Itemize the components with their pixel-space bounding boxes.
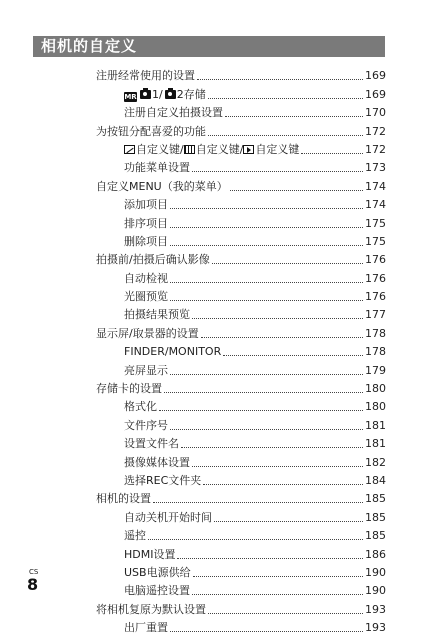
toc-page-number: 176 bbox=[365, 253, 386, 267]
dot-leader bbox=[177, 558, 363, 559]
toc-entry-label: 显示屏/取景器的设置 bbox=[96, 326, 199, 340]
dot-leader bbox=[181, 447, 363, 448]
toc-page-number: 193 bbox=[365, 621, 386, 635]
dot-leader bbox=[170, 227, 363, 228]
dot-leader bbox=[170, 282, 363, 283]
toc-entry[interactable] bbox=[96, 508, 386, 526]
toc-entry-label: 相机的设置 bbox=[96, 492, 151, 506]
toc-entry-label: 出厂重置 bbox=[124, 621, 168, 635]
dot-leader bbox=[159, 410, 363, 411]
toc-entry[interactable] bbox=[96, 619, 386, 637]
toc-entry-label: 将相机复原为默认设置 bbox=[96, 602, 206, 616]
toc-entry-label: 为按钮分配喜爱的功能 bbox=[96, 124, 206, 138]
toc-page-number: 181 bbox=[365, 437, 386, 451]
toc-entry-title bbox=[124, 270, 168, 288]
toc-entry-label: 自动检视 bbox=[124, 271, 168, 285]
toc-entry-title bbox=[124, 619, 168, 637]
toc-entry-title bbox=[96, 251, 210, 269]
toc-page-number: 173 bbox=[365, 161, 386, 175]
toc-entry-label: HDMI设置 bbox=[124, 547, 176, 561]
toc-entry-title bbox=[96, 178, 228, 196]
playback-icon bbox=[243, 145, 254, 154]
toc-entry-label: 功能菜单设置 bbox=[124, 161, 190, 175]
toc-page-number: 178 bbox=[365, 345, 386, 359]
toc-entry[interactable] bbox=[96, 453, 386, 471]
toc-entry-title bbox=[124, 417, 168, 435]
toc-entry-title bbox=[124, 546, 175, 564]
toc-entry-title bbox=[96, 380, 162, 398]
toc-entry-label: 选择REC文件夹 bbox=[124, 473, 202, 487]
camera-icon bbox=[140, 90, 151, 99]
toc-entry[interactable] bbox=[96, 380, 386, 398]
toc-entry-title bbox=[96, 325, 199, 343]
toc-page-number: 193 bbox=[365, 602, 386, 616]
toc-entry-title bbox=[124, 362, 168, 380]
mr-icon: MR bbox=[124, 92, 137, 101]
toc-entry[interactable] bbox=[96, 564, 386, 582]
toc-entry-label: 光圈预览 bbox=[124, 290, 168, 304]
toc-entry-label: 遥控 bbox=[124, 529, 146, 543]
dot-leader bbox=[192, 318, 363, 319]
toc-entry[interactable] bbox=[96, 343, 386, 361]
toc-entry-title bbox=[124, 104, 223, 122]
toc-entry-label: 亮屏显示 bbox=[124, 363, 168, 377]
toc-entry-label: 自动关机开始时间 bbox=[124, 510, 212, 524]
toc-page-number: 184 bbox=[365, 473, 386, 487]
dot-leader bbox=[170, 631, 363, 632]
toc-entry-label: 自定义键/ bbox=[136, 142, 184, 156]
toc-entry[interactable] bbox=[96, 600, 386, 618]
photo-icon bbox=[124, 145, 135, 154]
toc-entry-title bbox=[124, 343, 221, 361]
toc-entry-label: 排序项目 bbox=[124, 216, 168, 230]
toc-page-number: 170 bbox=[365, 106, 386, 120]
toc-entry[interactable] bbox=[96, 214, 386, 232]
toc-entry-title bbox=[96, 67, 195, 85]
toc-entry-title bbox=[124, 582, 190, 600]
toc-entry[interactable] bbox=[96, 490, 386, 508]
toc-entry-label: USB电源供给 bbox=[124, 565, 191, 579]
toc-entry[interactable] bbox=[96, 269, 386, 287]
toc-entry-label: 注册自定义拍摄设置 bbox=[124, 106, 223, 120]
toc-entry[interactable] bbox=[96, 416, 386, 434]
toc-entry[interactable] bbox=[96, 251, 386, 269]
toc-entry[interactable] bbox=[96, 233, 386, 251]
toc-entry-label: 电脑遥控设置 bbox=[124, 584, 190, 598]
dot-leader bbox=[170, 429, 363, 430]
toc-entry-label: 注册经常使用的设置 bbox=[96, 69, 195, 83]
toc-page-number: 174 bbox=[365, 179, 386, 193]
toc-page-number: 186 bbox=[365, 547, 386, 561]
toc-entry-title bbox=[124, 435, 179, 453]
toc-entry-title bbox=[124, 233, 168, 251]
toc-entry[interactable] bbox=[96, 288, 386, 306]
camera-icon bbox=[165, 90, 176, 99]
dot-leader bbox=[192, 171, 363, 172]
toc-entry[interactable] bbox=[96, 435, 386, 453]
toc-entry-title bbox=[124, 564, 191, 582]
section-title: 相机的自定义 bbox=[41, 37, 138, 55]
toc-page-number: 190 bbox=[365, 565, 386, 579]
dot-leader bbox=[164, 392, 363, 393]
dot-leader bbox=[230, 190, 363, 191]
toc-entry-title bbox=[124, 472, 201, 490]
toc-entry[interactable] bbox=[96, 196, 386, 214]
dot-leader bbox=[208, 613, 363, 614]
toc-entry-title bbox=[96, 123, 206, 141]
toc-entry-label: 删除项目 bbox=[124, 234, 168, 248]
dot-leader bbox=[301, 153, 363, 154]
toc-entry-title bbox=[124, 527, 146, 545]
toc-entry[interactable] bbox=[96, 472, 386, 490]
toc-entry[interactable] bbox=[96, 177, 386, 195]
dot-leader bbox=[201, 337, 363, 338]
toc-entry-label: 自定义键 bbox=[255, 142, 300, 156]
language-code: CS bbox=[29, 568, 39, 576]
toc-page-number: 175 bbox=[365, 216, 386, 230]
dot-leader bbox=[170, 208, 363, 209]
toc-page-number: 181 bbox=[365, 418, 386, 432]
dot-leader bbox=[212, 263, 363, 264]
dot-leader bbox=[170, 245, 363, 246]
dot-leader bbox=[170, 300, 363, 301]
toc-entry-label: 拍摄前/拍摄后确认影像 bbox=[96, 253, 210, 267]
toc-page-number: 185 bbox=[365, 510, 386, 524]
dot-leader bbox=[208, 135, 363, 136]
toc-entry[interactable] bbox=[96, 159, 386, 177]
toc-entry[interactable] bbox=[96, 361, 386, 379]
toc-entry[interactable] bbox=[96, 527, 386, 545]
toc-entry[interactable] bbox=[96, 67, 386, 85]
toc-page-number: 176 bbox=[365, 271, 386, 285]
dot-leader bbox=[148, 539, 363, 540]
toc-entry-title bbox=[124, 159, 190, 177]
toc-entry[interactable] bbox=[96, 85, 386, 103]
toc-entry-label: 摄像媒体设置 bbox=[124, 455, 190, 469]
movie-icon bbox=[184, 145, 195, 154]
toc-entry-title bbox=[124, 306, 190, 324]
toc-entry-title bbox=[124, 398, 157, 416]
dot-leader bbox=[223, 355, 363, 356]
toc-page-number: 176 bbox=[365, 290, 386, 304]
page-number: 8 bbox=[27, 575, 39, 594]
toc-entry-title bbox=[124, 196, 168, 214]
dot-leader bbox=[214, 521, 363, 522]
toc-entry[interactable] bbox=[96, 324, 386, 342]
toc-entry-label: 格式化 bbox=[124, 400, 157, 414]
toc-entry-label: 设置文件名 bbox=[124, 437, 179, 451]
toc-entry-title bbox=[96, 601, 206, 619]
toc-entry[interactable] bbox=[96, 306, 386, 324]
toc-entry-title bbox=[124, 288, 168, 306]
toc-page-number: 174 bbox=[365, 198, 386, 212]
section-banner bbox=[33, 36, 385, 57]
dot-leader bbox=[192, 594, 363, 595]
toc-entry[interactable] bbox=[96, 122, 386, 140]
toc-page-number: 179 bbox=[365, 363, 386, 377]
toc-entry-label: 添加项目 bbox=[124, 198, 168, 212]
toc-page-number: 175 bbox=[365, 234, 386, 248]
toc-page-number: 185 bbox=[365, 492, 386, 506]
toc-entry-label: 自定义MENU（我的菜单） bbox=[96, 179, 228, 193]
dot-leader bbox=[192, 466, 363, 467]
toc-entry[interactable] bbox=[96, 398, 386, 416]
toc-entry-label: 存储卡的设置 bbox=[96, 382, 162, 396]
toc-entry-label: 2存储 bbox=[176, 87, 206, 101]
toc-entry-title bbox=[124, 454, 190, 472]
toc-entry-label: 拍摄结果预览 bbox=[124, 308, 190, 322]
toc-entry-label: 1/ bbox=[152, 87, 163, 101]
table-of-contents bbox=[96, 67, 386, 637]
toc-page-number: 169 bbox=[365, 69, 386, 83]
toc-page-number: 185 bbox=[365, 529, 386, 543]
toc-entry-title bbox=[96, 490, 151, 508]
toc-page-number: 190 bbox=[365, 584, 386, 598]
toc-page-number: 172 bbox=[365, 124, 386, 138]
dot-leader bbox=[170, 374, 363, 375]
toc-entry-label: 自定义键/ bbox=[195, 142, 244, 156]
dot-leader bbox=[193, 576, 363, 577]
toc-entry-label: FINDER/MONITOR bbox=[124, 345, 222, 359]
toc-page-number: 178 bbox=[365, 326, 386, 340]
toc-entry-title bbox=[124, 509, 212, 527]
toc-entry[interactable] bbox=[96, 582, 386, 600]
toc-entry-title bbox=[124, 86, 206, 104]
toc-page-number: 180 bbox=[365, 382, 386, 396]
toc-page-number: 182 bbox=[365, 455, 386, 469]
dot-leader bbox=[208, 98, 363, 99]
toc-entry[interactable] bbox=[96, 141, 386, 159]
dot-leader bbox=[203, 484, 363, 485]
toc-page-number: 177 bbox=[365, 308, 386, 322]
toc-entry[interactable] bbox=[96, 545, 386, 563]
toc-entry-title bbox=[124, 141, 299, 159]
toc-page-number: 169 bbox=[365, 87, 386, 101]
dot-leader bbox=[197, 79, 363, 80]
dot-leader bbox=[225, 116, 363, 117]
toc-page-number: 180 bbox=[365, 400, 386, 414]
toc-entry-label: 文件序号 bbox=[124, 418, 168, 432]
toc-entry-title bbox=[124, 215, 168, 233]
dot-leader bbox=[153, 502, 363, 503]
toc-page-number: 172 bbox=[365, 142, 386, 156]
toc-entry[interactable] bbox=[96, 104, 386, 122]
